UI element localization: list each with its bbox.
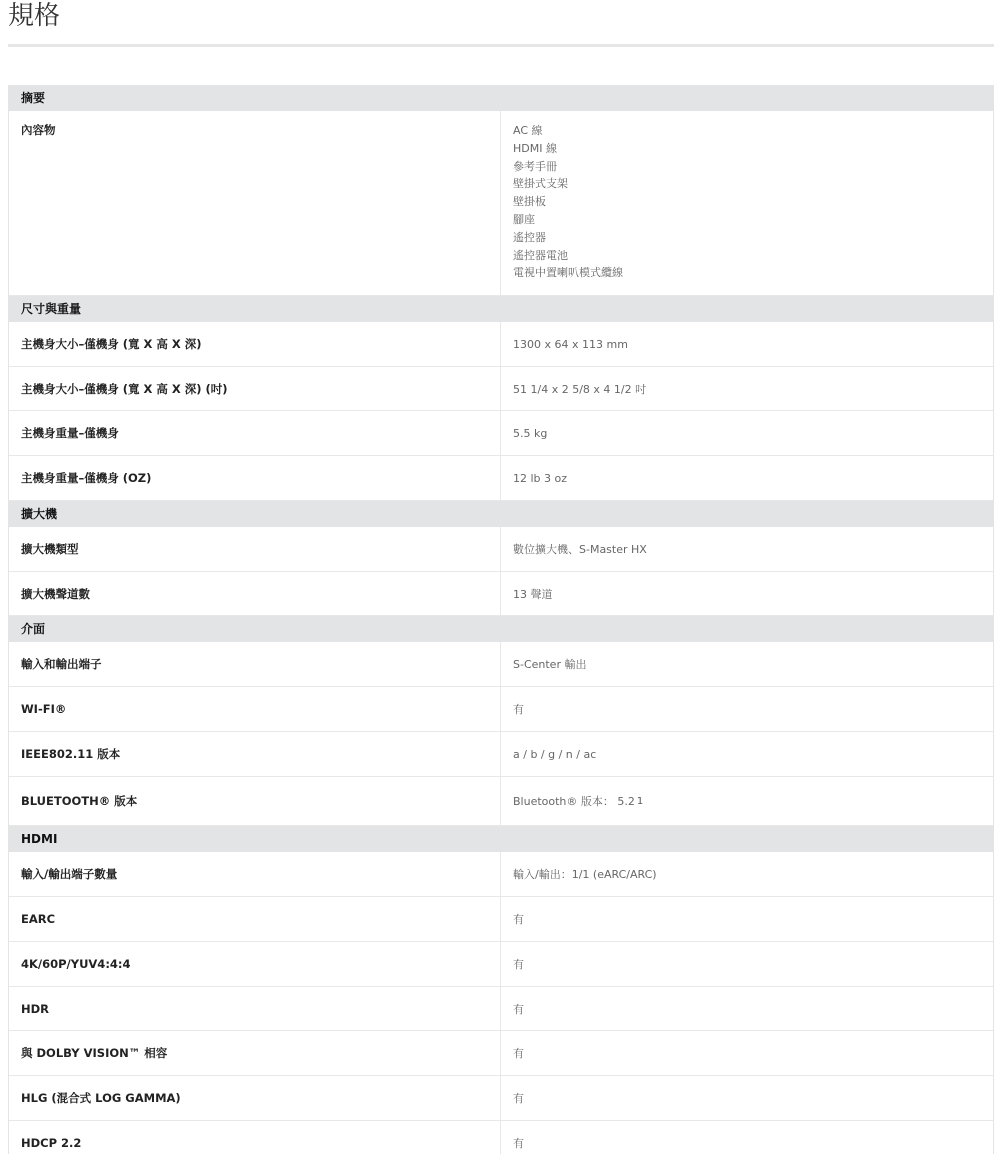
spec-label: HLG (混合式 LOG GAMMA) [9,1076,501,1120]
list-item: 參考手冊 [513,159,557,173]
list-item: 電視中置喇叭模式纜線 [513,266,623,280]
spec-row [9,942,993,987]
spec-row [9,572,993,616]
list-item: AC 線 [513,124,543,137]
spec-value: 有 [513,1092,524,1105]
spec-row [9,732,993,777]
spec-row [9,411,993,456]
spec-row [9,1076,993,1121]
spec-value: a / b / g / n / ac [513,747,597,761]
spec-label: 輸入/輸出端子數量 [9,852,501,896]
spec-value: S-Center 輸出 [513,658,587,671]
spec-label: HDCP 2.2 [9,1121,501,1154]
spec-value: 5.5 kg [513,426,548,440]
spec-label: 與 DOLBY VISION™ 相容 [9,1031,501,1075]
footnote-marker[interactable]: 1 [636,795,644,807]
spec-value: 輸入/輸出：1/1 (eARC/ARC) [513,868,657,881]
spec-row [9,897,993,942]
spec-row [9,1121,993,1154]
spec-label: 擴大機聲道數 [9,572,501,615]
spec-value-list [501,111,993,295]
page-title: 規格 [8,1,61,31]
spec-label: 4K/60P/YUV4:4:4 [9,942,501,986]
spec-value: 51 1/4 x 2 5/8 x 4 1/2 吋 [513,382,647,396]
spec-value: 有 [513,1047,524,1060]
spec-value-text: Bluetooth® 版本： 5.2 [513,795,635,808]
spec-row [9,527,993,572]
spec-value: 數位擴大機、S-Master HX [513,543,647,556]
spec-label: 主機身大小–僅機身 (寬 X 高 X 深) (吋) [9,367,501,410]
list-item: 遙控器 [513,230,546,244]
spec-row [9,322,993,367]
spec-label: EARC [9,897,501,941]
spec-value [501,777,993,825]
spec-table [8,85,994,1154]
spec-value: 12 lb 3 oz [513,471,568,485]
section-header-interface: 介面 [9,616,993,642]
spec-value: 有 [513,958,524,971]
spec-label: WI-FI® [9,687,501,731]
section-header-summary: 摘要 [9,85,993,111]
spec-label: IEEE802.11 版本 [9,732,501,776]
spec-label: BLUETOOTH® 版本 [9,777,501,825]
spec-row [9,367,993,411]
spec-value: 13 聲道 [513,587,553,601]
list-item: HDMI 線 [513,141,557,155]
spec-value: 1300 x 64 x 113 mm [513,337,628,351]
list-item: 腳座 [513,212,535,226]
spec-row-contents [9,111,993,296]
spec-row [9,642,993,687]
spec-row [9,456,993,501]
spec-value: 有 [513,1137,524,1150]
spec-row [9,1031,993,1076]
spec-row [9,852,993,897]
spec-label: 輸入和輸出端子 [9,642,501,686]
list-item: 遙控器電池 [513,248,568,262]
section-header-dimensions: 尺寸與重量 [9,296,993,322]
spec-label: 內容物 [9,111,501,295]
spec-label: 主機身大小–僅機身 (寬 X 高 X 深) [9,322,501,366]
spec-row [9,687,993,732]
spec-value: 有 [513,913,524,926]
list-item: 壁掛式支架 [513,177,568,191]
spec-label: 擴大機類型 [9,527,501,571]
spec-value: 有 [513,1002,524,1016]
spec-label: 主機身重量–僅機身 (OZ) [9,456,501,500]
spec-label: HDR [9,987,501,1030]
spec-row [9,987,993,1031]
spec-row [9,777,993,826]
section-header-hdmi: HDMI [9,826,993,852]
spec-value: 有 [513,703,524,716]
spec-label: 主機身重量–僅機身 [9,411,501,455]
section-header-amplifier: 擴大機 [9,501,993,527]
list-item: 壁掛板 [513,195,546,209]
title-divider [8,44,994,47]
